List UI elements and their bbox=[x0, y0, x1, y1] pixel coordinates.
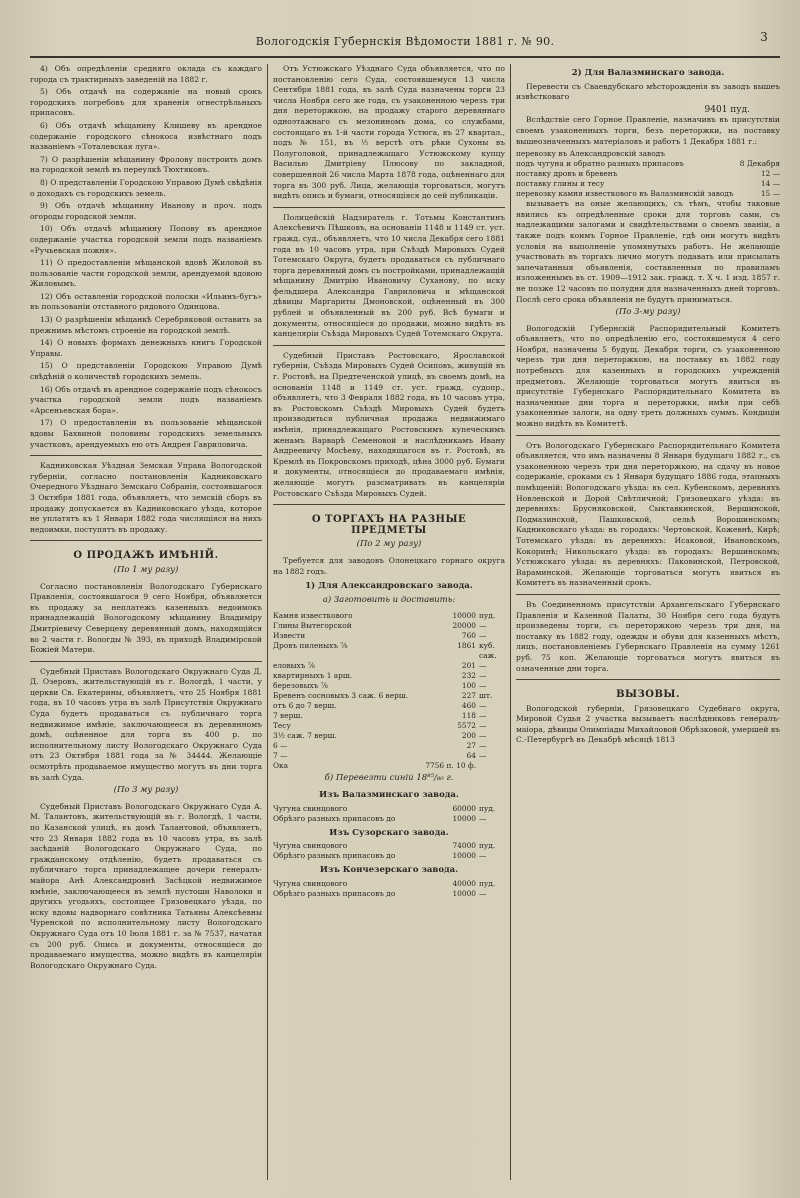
item-name: Камня известкового bbox=[273, 611, 353, 621]
item-unit: — bbox=[479, 721, 487, 731]
item-quantity: 74000 bbox=[452, 841, 476, 851]
divider bbox=[30, 661, 262, 662]
section-title-auctions: О ТОРГАХЪ НА РАЗНЫЕ ПРЕДМЕТЫ bbox=[311, 514, 467, 536]
schedule-table bbox=[516, 149, 780, 199]
item-quantity: 232 bbox=[461, 671, 476, 681]
divider bbox=[30, 455, 262, 456]
item-name: Тесу bbox=[273, 721, 291, 731]
item-quantity: 118 bbox=[461, 711, 476, 721]
column-2 bbox=[273, 64, 505, 1180]
item-unit: — bbox=[479, 681, 487, 691]
item-name: отъ 6 до 7 верш. bbox=[273, 701, 337, 711]
agenda-item: 15) О представленіи Городскою Управою Думѣ свѣдѣній о количествѣ городскихъ земель. bbox=[30, 361, 262, 382]
notice-paragraph: вызываетъ на оные желающихъ, съ тѣмъ, чтобы таковые явились къ опредѣленные сроки для торговъ сами, съ надлежащими залогами и свидѣтельствами о своемъ званіи, а также подъ коимъ Горное Правленіе, гдѣ они могутъ видѣть условія на выполненіе упомянутыхъ работъ. Не желающіе участвовать въ торгахъ лично могутъ подавать или присылать запечатанныя объявленія, составленныя по правиламъ изложеннымъ въ ст. 1909—1912 зак. гражд. т. X ч. 1 изд. 1857 г. не позже 12 часовъ по полудни для назначенныхъ дней торговъ. Послѣ сего срока объявленія не будутъ приниматься. bbox=[516, 199, 780, 304]
item-unit: — bbox=[479, 741, 487, 751]
table-row bbox=[273, 621, 505, 631]
table-row bbox=[273, 611, 505, 621]
item-quantity: 5572 bbox=[457, 721, 476, 731]
item-unit: — bbox=[479, 621, 487, 631]
section-title-sales: О ПРОДАЖѢ ИМѢНІЙ. bbox=[73, 550, 219, 562]
divider bbox=[516, 679, 780, 680]
table-row bbox=[273, 631, 505, 641]
table-row bbox=[273, 671, 505, 681]
item-name: перевозку въ Александровскій заводъ bbox=[516, 149, 665, 159]
item-unit: — bbox=[479, 731, 487, 741]
divider bbox=[273, 504, 505, 505]
item-name: березовыхъ ⅞ bbox=[273, 681, 328, 691]
item-quantity: 1861 bbox=[457, 641, 476, 651]
agenda-item: 10) Объ отдачѣ мѣщанину Попову въ арендное содержаніе участка городской земли подъ названіемъ «Ручьевская пожня». bbox=[30, 224, 262, 255]
item-name: подъ чугуна и обратно разныхъ припасовъ bbox=[516, 159, 684, 169]
column-1 bbox=[30, 64, 262, 1180]
item-quantity: 14 — bbox=[760, 179, 780, 189]
item-name: Чугуна свинцового bbox=[273, 803, 348, 813]
agenda-item: 16) Объ отдачѣ въ арендное содержаніе подъ сѣнокосъ участка городской земли подъ названіемъ «Арсеньевская бора». bbox=[30, 384, 262, 415]
supplies-table bbox=[273, 804, 505, 824]
divider bbox=[273, 345, 505, 346]
item-name: поставку дровъ и бревенъ bbox=[516, 169, 618, 179]
agenda-item: 6) Объ отдачѣ мѣщанину Клишеву въ арендное содержаніе городского сѣнокоса извѣстнаго подъ названіемъ «Тоталевская луга». bbox=[30, 120, 262, 152]
agenda-item: 8) О представленіи Городскою Управою Думѣ свѣдѣнія о доходахъ съ городскихъ земель. bbox=[30, 177, 262, 198]
quantity-value: 9401 пуд. bbox=[704, 104, 750, 115]
table-row bbox=[516, 149, 780, 159]
table-row bbox=[273, 814, 505, 824]
item-name: 3½ саж. 7 верш. bbox=[273, 731, 337, 741]
table-row bbox=[273, 751, 505, 761]
notice-paragraph: Вологодскій Губернскій Распорядительный Комитетъ объявляетъ, что по опредѣленію его, состоявшемуся 4 сего Ноября, назначены 5 будущ. Декабря торги, съ узаконенною черезъ три дня переторжкою, на поставку въ 1882 году потребныхъ для казенныхъ и городскихъ учрежденій предметовъ. Желающіе торговаться могутъ явиться въ присутствіе Губернскаго Распорядительнаго Комитета въ назначенные дни торга и переторжки, имѣя при себѣ узаконенные залоги, на одну треть должныхъ суммъ. Кондиціи можно видѣть въ Комитетѣ. bbox=[516, 323, 780, 429]
table-row bbox=[273, 641, 505, 661]
item-name: еловыхъ ⅞ bbox=[273, 661, 315, 671]
page-header bbox=[30, 30, 780, 52]
item-unit: шт. bbox=[479, 691, 493, 701]
item-name: поставку глины и тесу bbox=[516, 179, 605, 189]
item-quantity: 20000 bbox=[452, 621, 476, 631]
notice-paragraph: Отъ Устюжскаго Уѣзднаго Суда объявляется, что по постановленію сего Суда, состоявшемуся 13 числа Сентября 1881 года, въ залѣ Суда назначены торги 23 числа Ноября сего же года, съ узаконенною черезъ три дня переторжкою, на продажу старого деревяннаго одноэтажнаго съ мезониномъ дома, со службами, состоящаго въ 1-й части города Устюга, въ 27 квартал., подъ № 151, въ ½ верстѣ отъ рѣки Сухоны въ Полуголовой, принадлежащаго Устюжскому купцу Василью Дмитріеву Плюсову по закладной, совершенной 26 числа Марта 1878 года, оцѣненнаго для торга въ 300 руб. Лица, желающія торговаться, могутъ видѣть опись и бумаги, относящіяся до сей публикаціи. bbox=[273, 64, 505, 201]
notice-paragraph: Судебный Приставъ Ростовскаго, Ярославской губерніи, Съѣзда Мировыхъ Судей Осиповъ, живущій въ г. Ростовѣ, на Предтеченской улицѣ, въ своемъ домѣ, на основаніи 1148 и 1149 ст. уст. гражд. судопр., объявляетъ, что 3 Февраля 1882 года, въ 10 часовъ утра, въ Ростовскомъ Съѣздѣ Мировыхъ Судей будетъ производиться публичная продажа недвижимаго имѣнія, принадлежащаго Ростовскимъ купеческимъ женамъ Варварѣ Семеновой и наслѣдникамъ Ивану Андреевичу Мосѣеву, находящагося въ г. Ростовѣ, въ Кремлѣ въ Покровскомъ приходѣ, цѣна 3000 руб. Бумаги и документы, относящіеся до продаваемаго имѣнія, желающіе могутъ разсматривать въ канцеляріи Ростовскаго Съѣзда Мировыхъ Судей. bbox=[273, 350, 505, 498]
item-quantity: 10000 bbox=[452, 611, 476, 621]
item-name: Дровъ пиленыхъ ⅞ bbox=[273, 641, 348, 651]
divider bbox=[273, 207, 505, 208]
section-subtitle: (По 1 му разу) bbox=[113, 564, 179, 575]
header-title: Вологодскія Губернскія Вѣдомости 1881 г. № 90. bbox=[255, 34, 555, 48]
item-unit: куб. саж. bbox=[479, 641, 497, 661]
item-name: Обрѣзго разныхъ припасовъ до bbox=[273, 888, 396, 898]
item-name: 7 верш. bbox=[273, 711, 303, 721]
item-quantity: 200 bbox=[461, 731, 476, 741]
table-row bbox=[516, 159, 780, 169]
item-name: Бревенъ сосновыхъ 3 саж. 6 верш. bbox=[273, 691, 409, 701]
zavod-subtitle: а) Заготовить и доставить: bbox=[322, 594, 456, 605]
item-unit bbox=[476, 761, 505, 771]
item-quantity: 40000 bbox=[452, 878, 476, 888]
section-subtitle: (По 3 му разу) bbox=[113, 785, 179, 796]
page-number: 3 bbox=[760, 30, 768, 44]
table-row bbox=[273, 681, 505, 691]
notice-paragraph: Согласно постановленія Вологодскаго Губернскаго Правленія, состоявшагося 9 сего Ноября, объявляется въ продажу за неплатежъ казенныхъ недоимокъ принадлежащій Вологодскому мѣщанину Владиміру Дмитріевичу Северцеву деревянный домъ, находящійся во 2 части г. Вологды № 393, въ приходѣ Владимірской Божіей Матери. bbox=[30, 581, 262, 655]
item-unit: пуд. bbox=[479, 841, 496, 851]
agenda-item: 17) О предоставленіи въ пользованіе мѣщанской вдовы Бахвиной половины городскихъ земельныхъ участковъ, арендуемыхъ ею отъ Андрея Гавриловича. bbox=[30, 418, 262, 449]
agenda-item: 11) О предоставленіи мѣщанской вдовѣ Жиловой въ пользованіе части городской земли, арендуемой вдовою Жиловымъ. bbox=[30, 258, 262, 289]
item-quantity: 10000 bbox=[452, 888, 476, 898]
agenda-list bbox=[30, 64, 262, 450]
table-row bbox=[516, 169, 780, 179]
table-row bbox=[273, 761, 505, 771]
supplies-table bbox=[273, 879, 505, 899]
divider bbox=[516, 435, 780, 436]
item-name: Извести bbox=[273, 631, 306, 641]
header-rule bbox=[30, 56, 780, 58]
item-quantity: 460 bbox=[461, 701, 476, 711]
item-name: Обрѣзго разныхъ припасовъ до bbox=[273, 813, 396, 823]
table-row bbox=[273, 731, 505, 741]
table-row bbox=[273, 711, 505, 721]
item-quantity: 64 bbox=[466, 751, 476, 761]
table-row bbox=[516, 189, 780, 199]
item-unit: — bbox=[479, 661, 487, 671]
item-quantity: 10000 bbox=[452, 851, 476, 861]
item-unit: — bbox=[479, 888, 487, 898]
item-unit: — bbox=[479, 813, 487, 823]
item-quantity: 15 — bbox=[760, 189, 780, 199]
notice-paragraph: Полицейскій Надзиратель г. Тотьмы Константинъ Алексѣевичъ Пѣшковъ, на основаніи 1148 и 1149 ст. уст. гражд. суд., объявляетъ, что 10 числа Декабря сего 1881 года въ 10 часовъ утра, при Съѣздѣ Мировыхъ Судей Тотемскаго Округа, будетъ продаваться съ публичнаго торга деревянный домъ съ постройками, принадлежащій мѣщанину Дмитрію Ивановичу Суханову, по иску фельдшера Александра Гавриловича и мѣщанской дѣвицы Маргариты Дмоновской, оцѣненный въ 300 рублей и объявленный въ 200 руб. Всѣ бумаги и документы, относящіеся до продажи, можно видѣть въ канцеляріи Съѣзда Мировыхъ Судей Тотемскаго Округа. bbox=[273, 212, 505, 339]
notice-paragraph: Требуется для заводовъ Олонецкаго горнаго округа на 1882 годъ. bbox=[273, 555, 505, 576]
item-unit: — bbox=[479, 671, 487, 681]
item-unit: — bbox=[479, 701, 487, 711]
item-name: Чугуна свинцового bbox=[273, 841, 348, 851]
item-name: Ока bbox=[273, 761, 289, 771]
item-name: Глины Вытегорской bbox=[273, 621, 352, 631]
zavod-title: 1) Для Александровскаго завода. bbox=[305, 581, 473, 592]
zavod-title: Изъ Валазминскаго завода. bbox=[319, 789, 459, 800]
notice-paragraph: Судебный Приставъ Вологодскаго Окружнаго Суда А. М. Талантовъ, жительствующій въ г. Вологдѣ, 1 части, по Казанской улицѣ, въ домѣ Талантовой, объявляетъ, что 23 Января 1882 года въ 10 часовъ утра, въ залѣ засѣданій Вологодскаго Окружнаго Суда, по гражданскому отдѣленію, будетъ продаваться съ публичнаго торга принадлежащее дочери генералъ-майора Анѣ Александровнѣ Засѣцкой недвижимое имѣніе, заключающееся въ землѣ пустоши Наволоки и другихъ угодьяхъ, состоящее Грязовецкаго уѣзда, по иску вдовы надворнаго совѣтника Татьяны Алексѣевны Чуренской по исполнительному листу Вологодскаго Окружнаго Суда отъ 10 Іюля 1881 г. за № 7537, начатая съ 200 руб. Опись и документы, относящіеся до продаваемаго имущества, можно видѣть въ канцеляріи Вологодскаго Окружнаго Суда. bbox=[30, 801, 262, 970]
table-row bbox=[273, 851, 505, 861]
item-name: квартирныхъ 1 арш. bbox=[273, 671, 353, 681]
agenda-item: 14) О новыхъ формахъ денежныхъ книгъ Городской Управы. bbox=[30, 338, 262, 358]
item-name: перевозку камня известкового въ Валазминскій заводъ bbox=[516, 189, 734, 199]
notice-paragraph: Въ Соединенномъ присутствіи Архангельскаго Губернскаго Правленія и Казенной Палаты, 30 Ноября сего года будутъ произведены торги, съ переторжкою черезъ три дня, на поставку въ 1882 году, одежды и обуви для казенныхъ мѣстъ, лицъ, постановленіемъ Губернскаго Правленія на сумму 1261 руб. 75 коп. Желающіе торговаться могутъ явиться въ означенные дни торга. bbox=[516, 599, 780, 673]
agenda-item: 13) О разрѣшеніи мѣщанкѣ Серебряковой оставить за прежнимъ мѣстомъ строеніе на городской землѣ. bbox=[30, 315, 262, 335]
divider bbox=[516, 594, 780, 595]
table-row bbox=[273, 661, 505, 671]
notice-paragraph: Судебный Приставъ Вологодскаго Окружнаго Суда Д. Д. Озеровъ, жительствующій въ г. Вологдѣ, 1 части, у церкви Св. Екатерины, объявляетъ, что 25 Ноября 1881 года, въ 10 часовъ утра въ залѣ Присутствія Окружнаго Суда будетъ продаваться съ публичнаго торга недвижимое имѣніе, заключающееся въ деревянномъ домѣ, оцѣненное для торга въ 400 р. по исполнительному листу Вологодскаго Окружнаго Суда отъ 23 Октября 1881 года за № 34444. Желающіе осмотрѣть продаваемое имущество могутъ въ дни торга въ залѣ Суда. bbox=[30, 666, 262, 782]
item-quantity bbox=[739, 149, 780, 159]
supplies-table bbox=[273, 611, 505, 771]
table-row bbox=[273, 741, 505, 751]
item-name: 7 — bbox=[273, 751, 288, 761]
item-unit: пуд. bbox=[479, 803, 496, 813]
item-quantity: 7756 п. 10 ф. bbox=[425, 761, 476, 771]
zavod-title: Изъ Сузорскаго завода. bbox=[329, 827, 449, 838]
table-row bbox=[273, 804, 505, 814]
item-unit: — bbox=[479, 711, 487, 721]
item-name: Чугуна свинцового bbox=[273, 878, 348, 888]
agenda-item: 7) О разрѣшеніи мѣщанину Фролову построить домъ на городской землѣ въ переулкѣ Тюхтяковъ. bbox=[30, 154, 262, 175]
table-row bbox=[273, 879, 505, 889]
zavod-title: 2) Для Валазминскаго завода. bbox=[571, 68, 725, 78]
zavod-title: Изъ Кончезерскаго завода. bbox=[319, 865, 459, 876]
supplies-table bbox=[273, 841, 505, 861]
table-row bbox=[273, 691, 505, 701]
agenda-item: 12) Объ оставленіи городской полоски «Ильинъ-бугъ» въ пользованіи отставного рядового Одинцова. bbox=[30, 291, 262, 312]
agenda-item: 5) Объ отдачѣ на содержаніе на новый срокъ городскихъ погребовъ для храненія огнестрѣльныхъ припасовъ. bbox=[30, 87, 262, 118]
agenda-item: 9) Объ отдачѣ мѣщанину Иванову и проч. подъ огороды городской земли. bbox=[30, 201, 262, 221]
item-quantity: 12 — bbox=[760, 169, 780, 179]
item-quantity: 227 bbox=[461, 691, 476, 701]
table-row bbox=[273, 721, 505, 731]
table-row bbox=[273, 841, 505, 851]
column-divider-1 bbox=[267, 64, 268, 1180]
column-3 bbox=[516, 64, 780, 1180]
table-row bbox=[273, 701, 505, 711]
item-quantity: 760 bbox=[461, 631, 476, 641]
zavod-subtitle: б) Перевезти синій 18⁸⁵/₈₀ г. bbox=[324, 773, 454, 784]
table-row bbox=[516, 179, 780, 189]
item-name: Обрѣзго разныхъ припасовъ до bbox=[273, 851, 396, 861]
notice-paragraph: Перевести съ Сваевдубскаго мѣсторожденія въ заводъ вышеъ извѣстковаго bbox=[516, 81, 780, 102]
item-quantity: 27 bbox=[466, 741, 476, 751]
item-name: 6 — bbox=[273, 741, 288, 751]
table-row bbox=[273, 889, 505, 899]
item-unit: — bbox=[479, 751, 487, 761]
divider bbox=[30, 540, 262, 541]
zemstvo-notice: Кадниковская Уѣздная Земская Управа Вологодской губерніи, согласно постановленія Кадниковскаго Очередного Уѣзднаго Земскаго Собранія, состоявшагося 3 Октября 1881 года, объявляетъ, что земскій сборъ въ продажу допускается въ Кадниковскаго уѣзда, которое не уплатятъ къ 1 Января 1882 года числящіяся на нихъ недоимки, поступятъ въ продажу. bbox=[30, 461, 262, 534]
section-subtitle: (По 3-му разу) bbox=[615, 307, 681, 318]
item-unit: пуд. bbox=[479, 611, 496, 621]
item-unit: — bbox=[479, 851, 487, 861]
item-unit: пуд. bbox=[479, 878, 496, 888]
notice-paragraph: Вологодской губерніи, Грязовецкаго Судебнаго округа, Мировой Судья 2 участка вызываетъ наслѣдниковъ генералъ-маіора, дѣвицы Олимпіады Михайловой Обрѣзковой, умершей въ С.-Петербургѣ въ Декабрѣ мѣсяцѣ 1813 bbox=[516, 703, 780, 745]
section-subtitle: (По 2 му разу) bbox=[356, 539, 422, 550]
section-title-summons: ВЫЗОВЫ. bbox=[616, 689, 680, 701]
item-quantity: 60000 bbox=[452, 803, 476, 813]
item-quantity: 201 bbox=[461, 661, 476, 671]
agenda-item: 4) Объ опредѣленіи средняго оклада съ каждаго города съ трактирныхъ заведеній на 1882 г. bbox=[30, 64, 262, 84]
item-unit: — bbox=[479, 631, 487, 641]
notice-paragraph: Вслѣдствіе сего Горное Правленіе, назначивъ въ присутствіи своемъ узаконенныхъ торги, безъ переторжки, на поставку вышеозначенныхъ матеріаловъ и работъ 1 Декабря 1881 г.: bbox=[516, 115, 780, 146]
item-quantity: 8 Декабря bbox=[739, 159, 780, 169]
notice-paragraph: Отъ Вологодскаго Губернскаго Распорядительнаго Комитета объявляется, что имъ назначены 8 Января будущаго 1882 г., съ узаконенною черезъ три дня переторжкою, на сдачу въ новое содержаніе, сроками съ 1 Января будущаго 1886 года, этапныхъ помѣщеній: Вологодскаго уѣзда: въ сел. Кубенскомъ, деревняхъ Новленской и Дорой Свѣтличной; Грязовецкаго уѣзда: въ деревняхъ: Брусняковской, Сыктавкинской, Вершинской, Подмазинской, Пашковской, сельѣ Ворошинскомъ; Кадниковскаго уѣзда: въ городахъ: Чертовской, Кожевнѣ, Кирѣ; Тотемскаго уѣзда: въ деревняхъ: Исаковой, Ивановскомъ, Кокоринѣ; Никольскаго уѣзда: въ городахъ: Вершинскомъ; Устюжскаго уѣзда: въ деревняхъ: Паковинской, Петровской, Вараминской. Желающіе торговаться могутъ явиться въ Комитетъ въ назначенный срокъ. bbox=[516, 440, 780, 588]
item-quantity: 10000 bbox=[452, 813, 476, 823]
item-quantity: 100 bbox=[461, 681, 476, 691]
column-divider-2 bbox=[510, 64, 511, 1180]
